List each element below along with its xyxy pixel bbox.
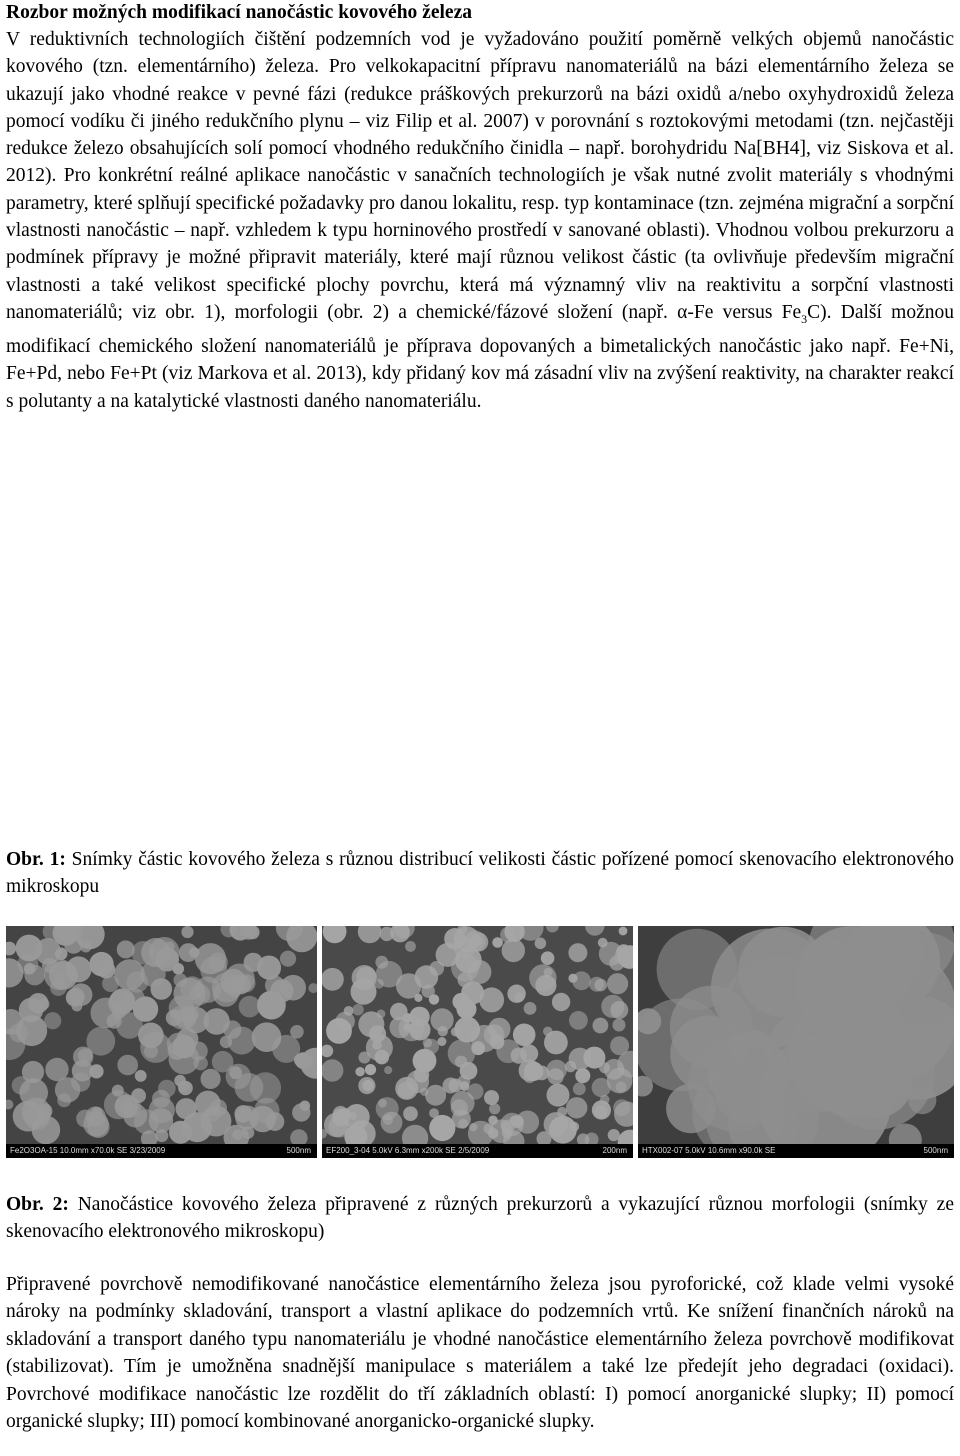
particle-blob (619, 927, 628, 936)
particle-blob (280, 975, 306, 1001)
particle-blob (452, 1110, 471, 1129)
particle-blob (390, 1003, 408, 1021)
sem-label: HTX002-07 5.0kV 10.6mm x90.0k SE (642, 1146, 776, 1155)
document-page (6, 0, 954, 415)
particle-blob (44, 1012, 61, 1029)
particle-blob (365, 1064, 376, 1075)
particle-blob (575, 1068, 590, 1083)
particle-blob (133, 996, 158, 1021)
particle-blob (381, 1112, 403, 1134)
particle-blob (604, 1059, 625, 1080)
particle-blob (479, 987, 504, 1012)
particle-blob (212, 1051, 234, 1073)
closing-paragraph (6, 1271, 954, 1435)
particle-blob (593, 1018, 609, 1034)
particle-blob (613, 1099, 630, 1116)
particle-blob (429, 1115, 455, 1141)
particle-blob (410, 1007, 430, 1027)
particle-blob (300, 1101, 311, 1112)
particle-blob (460, 1062, 478, 1080)
particle-blob (607, 973, 628, 994)
particle-blob (178, 1081, 189, 1092)
sem-image-morphology-a (6, 926, 317, 1158)
particle-blob (231, 974, 251, 994)
particle-blob (344, 1006, 354, 1016)
particle-blob (544, 1031, 568, 1055)
particle-blob (355, 1067, 364, 1076)
particle-blob (182, 1006, 199, 1023)
sem-info-bar (322, 1144, 633, 1158)
particle-blob (613, 1019, 626, 1032)
intro-paragraph (6, 26, 954, 415)
particle-blob (456, 999, 473, 1016)
particle-blob (516, 1111, 539, 1134)
sem-scale: 500nm (923, 1146, 948, 1155)
sem-label: Fe2O3OA-15 10.0mm x70.0k SE 3/23/2009 (10, 1146, 166, 1155)
particle-blob (195, 1091, 221, 1117)
particle-blob (403, 1106, 418, 1121)
particle-blob (524, 1002, 537, 1015)
particle-blob (429, 994, 439, 1004)
particle-blob (372, 1040, 382, 1050)
particle-blob (250, 1072, 281, 1103)
particle-blob (141, 938, 170, 967)
particle-blob (336, 1012, 355, 1031)
particle-blob (201, 1069, 221, 1089)
particle-blob (108, 991, 133, 1016)
particle-blob (594, 1105, 607, 1118)
particle-blob (467, 960, 491, 984)
particle-blob (616, 944, 631, 959)
particle-blob (529, 964, 556, 991)
particle-blob (78, 1048, 93, 1063)
particle-blob (601, 995, 624, 1018)
particle-blob (420, 1088, 428, 1096)
particle-blob (484, 1090, 499, 1105)
particle-blob (568, 943, 587, 962)
caption-body: Snímky částic kovového železa s různou distribucí velikosti částic pořízené pomocí skenovacího elektronového mikroskopu (6, 849, 955, 897)
particle-blob (592, 1078, 611, 1097)
particle-blob (249, 1106, 276, 1133)
particle-blob (519, 1060, 541, 1082)
particle-blob (66, 956, 92, 982)
intro-text-tail: C). Další možnou modifikací chemického složení nanomateriálů je příprava dopovaných a bimetalických nanočástic jako např. Fe+Ni, Fe+Pd, nebo Fe+Pt (viz Markova et al. 2013), kdy přidaný kov má zásadní vliv na zvýšení reaktivity, na charakter reakcí s polutanty a na katalytické vlastnosti daného nanomateriálu. (6, 301, 954, 412)
figure-1-caption-text (6, 846, 954, 900)
particle-blob (64, 935, 83, 954)
particle-blob (378, 1099, 387, 1108)
particle-blob (544, 1112, 568, 1136)
particle-blob (492, 937, 503, 948)
subscript: 3 (801, 311, 808, 326)
particle-blob (356, 967, 376, 987)
particle-blob (358, 1077, 375, 1094)
particle-blob (239, 996, 261, 1018)
particle-blob (244, 953, 263, 972)
particle-blob (89, 952, 113, 976)
particle-blob (181, 926, 193, 938)
particle-blob (369, 1025, 386, 1042)
particle-blob (38, 998, 50, 1010)
particle-blob (467, 1083, 483, 1099)
particle-blob (280, 951, 296, 967)
particle-blob (158, 1080, 176, 1098)
particle-blob (135, 1070, 147, 1082)
particle-blob (117, 940, 135, 958)
particle-blob (67, 988, 85, 1006)
caption-body: Nanočástice kovového železa připravené z různých prekurzorů a vykazující různou morfologii (snímky ze skenovacího elektronového mikroskopu) (6, 1194, 954, 1242)
particle-blob (502, 939, 525, 962)
intro-text: V reduktivních technologiích čištění podzemních vod je vyžadováno použití poměrně velkých objemů nanočástic kovového (tzn. elementárního) železa. Pro velkokapacitní přípravu nanomateriálů na bázi elementárního železa se ukazují jako vhodné reakce v pevné fázi (redukce práškových prekurzorů na bázi oxidů a/nebo oxyhydroxidů železa pomocí vodíku či jiného redukčního plynu – viz Filip et al. 2007) v porovnání s roztokovými metodami (tzn. nejčastěji redukce železo obsahujících solí pomocí vhodného redukčního činidla – např. borohydridu Na[BH4], viz Siskova et al. 2012). Pro konkrétní reálné aplikace nanočástic v sanačních technologiích je však nutné zvolit materiály s vhodnými parametry, které splňují specifické požadavky pro danou lokalitu, resp. typ kontaminace (tzn. zejména migrační a sorpční vlastnosti nanočástic – např. vzhledem k typu horninového prostředí v sanované oblasti). Vhodnou volbou prekurzoru a podmínek přípravy je možné připravit materiály, které mají různou velikost částic (ta ovlivňuje především migrační vlastnosti a také velikost specifické plochy povrchu, která má významný vliv na reaktivitu a sorpční vlastnosti nanomateriálů; viz obr. 1), morfologii (obr. 2) a chemické/fázové složení (např. α-Fe versus Fe (6, 29, 954, 323)
particle-blob (429, 961, 444, 976)
particle-blob (138, 1023, 164, 1049)
sem-image-morphology-c (638, 926, 954, 1158)
particle-blob (502, 1128, 512, 1138)
particle-blob (569, 1122, 579, 1132)
particle-blob (509, 1116, 519, 1126)
particle-blob (17, 954, 38, 975)
particle-blob (228, 1027, 256, 1055)
particle-blob (454, 1017, 480, 1043)
particle-blob (589, 977, 604, 992)
particle-blob (76, 1110, 94, 1128)
particle-blob (89, 1064, 103, 1078)
particle-blob (443, 1078, 459, 1094)
particle-blob (429, 1108, 439, 1118)
sem-scale: 500nm (286, 1146, 311, 1155)
particle-blob (123, 1104, 147, 1128)
figure-2-caption (6, 1191, 954, 1245)
particle-blob (322, 1059, 343, 1081)
particle-blob (610, 1036, 629, 1055)
sphere-particle (738, 927, 828, 1017)
sem-image-morphology-b (322, 926, 633, 1158)
particle-blob (566, 1097, 587, 1118)
particle-blob (352, 1004, 363, 1015)
particle-blob (515, 993, 525, 1003)
particle-blob (144, 1044, 158, 1058)
particle-blob (423, 1038, 432, 1047)
particle-blob (168, 1041, 187, 1060)
particle-blob (176, 1098, 197, 1119)
particle-blob (616, 1082, 627, 1093)
particle-blob (169, 1121, 192, 1144)
sem-label: EF200_3-04 5.0kV 6.3mm x200k SE 2/5/2009 (326, 1146, 490, 1155)
morphology-c-texture (638, 926, 954, 1158)
particle-blob (295, 1052, 312, 1069)
particle-blob (573, 1083, 586, 1096)
caption-label: Obr. 2: (6, 1194, 69, 1215)
particle-blob (194, 1056, 208, 1070)
particle-blob (257, 991, 286, 1020)
particle-blob (547, 1084, 570, 1107)
sphere-particle (638, 998, 727, 1091)
particle-blob (396, 973, 421, 998)
particle-blob (71, 1072, 90, 1091)
particle-blob (403, 1023, 411, 1031)
particle-blob (395, 1077, 418, 1100)
particle-blob (541, 951, 555, 965)
particle-blob (453, 926, 479, 952)
particle-blob (565, 1061, 576, 1072)
particle-blob (333, 1106, 348, 1121)
particle-blob (107, 1014, 122, 1029)
particle-blob (468, 1121, 494, 1147)
particle-blob (22, 1098, 51, 1127)
morphology-a-texture (6, 926, 317, 1158)
particle-blob (45, 1058, 68, 1081)
particle-blob (203, 1008, 229, 1034)
particle-blob (552, 993, 570, 1011)
particle-blob (174, 978, 206, 1010)
particle-blob (569, 1011, 588, 1030)
section-heading: Rozbor možných modifikací nanočástic kovového železa (6, 2, 472, 23)
particle-blob (322, 968, 344, 991)
morphology-b-texture (322, 926, 633, 1158)
caption-label: Obr. 1: (6, 849, 66, 870)
particle-blob (127, 971, 149, 993)
sem-info-bar (6, 1144, 317, 1158)
sem-scale: 200nm (602, 1146, 627, 1155)
particle-blob (117, 1055, 138, 1076)
particle-blob (437, 1037, 446, 1046)
particle-blob (513, 1024, 536, 1047)
particle-blob (413, 1049, 437, 1073)
particle-blob (179, 943, 198, 962)
particle-blob (384, 1066, 392, 1074)
closing-text: Připravené povrchově nemodifikované nanočástice elementárního železa jsou pyroforické, což klade velmi vysoké nároky na podmínky skladování, transport a vlastní aplikace do podzemních vrtů. Ke snížení finančních nároků na skladování a transport daného typu nanomateriálu je vhodné nanočástice elementárního železa povrchově modifikovat (stabilizovat). Tím je umožněna snadnější manipulace s materiálem a také lze předejít jeho degradaci (oxidaci). Povrchové modifikace nanočástic lze rozdělit do tří základních oblastí: I) pomocí anorganické slupky; II) pomocí organické slupky; III) pomocí kombinované anorganicko-organické slupky. (6, 1274, 954, 1433)
sem-info-bar (638, 1144, 954, 1158)
particle-blob (375, 956, 388, 969)
particle-blob (405, 941, 416, 952)
particle-blob (131, 1088, 146, 1103)
particle-blob (484, 1024, 505, 1045)
particle-blob (431, 1008, 454, 1031)
particle-blob (547, 1068, 563, 1084)
particle-blob (209, 953, 228, 972)
particle-blob (572, 971, 591, 990)
